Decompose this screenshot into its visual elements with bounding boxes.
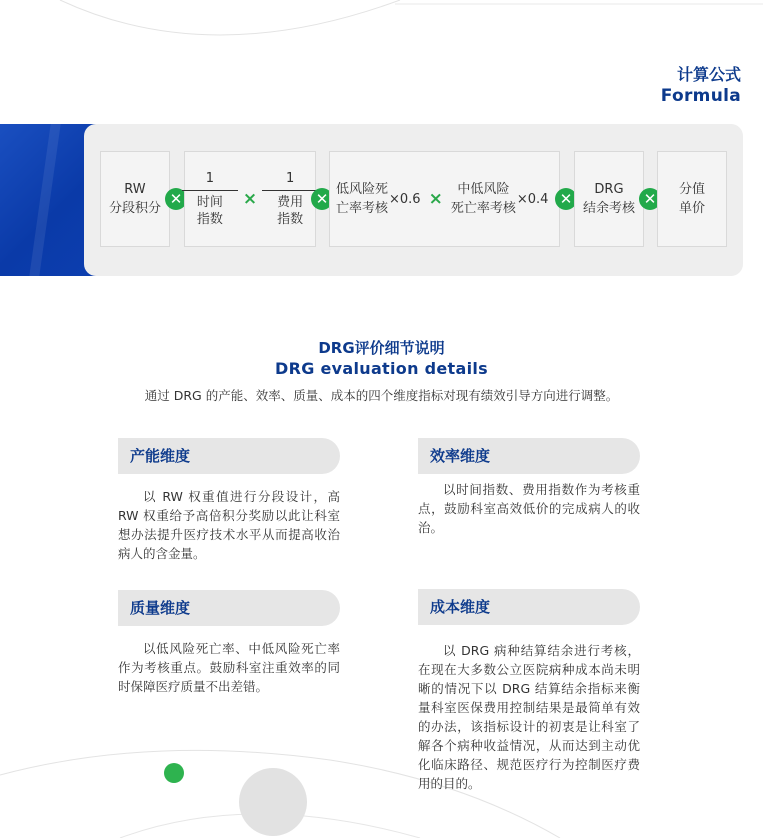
capacity-card-title: 产能维度 — [118, 438, 340, 474]
cost-index-fraction — [262, 170, 318, 228]
time-denominator: 时间 指数 — [196, 195, 223, 227]
rw-label: RW — [124, 182, 146, 197]
times-sign: × — [428, 188, 443, 209]
green-dot-decoration — [164, 763, 184, 783]
rw-sublabel: 分段积分 — [108, 201, 161, 216]
gray-circle-decoration — [239, 768, 307, 836]
low-risk-mortality: 低风险死 亡率考核 — [336, 182, 389, 216]
cost-card-title: 成本维度 — [418, 589, 640, 625]
cost-card-body: 以 DRG 病种结算结余进行考核，在现在大多数公立医院病种成本尚未明晰的情况下以 DRG 结算结余指标来衡量科室医保费用控制结果是最简单有效的办法，该指标设计的初衷是让科室了解各个病种收益情况，从而达到主动优化临床路径、规范医疗行为控制医疗费用的目的。 — [418, 643, 640, 791]
efficiency-card-body: 以时间指数、费用指数作为考核重点，鼓励科室高效低价的完成病人的收治。 — [418, 482, 640, 535]
cost-denominator: 费用 指数 — [277, 195, 304, 227]
mortality-box — [329, 151, 560, 247]
details-intro: 通过 DRG 的产能、效率、质量、成本的四个维度指标对现有绩效引导方向进行调整。 — [144, 388, 619, 403]
times-sign: × — [242, 188, 258, 209]
drg-balance-box: DRG 结余考核 — [574, 151, 644, 247]
cost-numerator: 1 — [285, 171, 295, 186]
multiply-circle-icon: ✕ — [555, 188, 577, 210]
index-box — [184, 151, 316, 247]
details-title-en: DRG evaluation details — [275, 359, 488, 378]
multiply-circle-icon: ✕ — [311, 188, 333, 210]
capacity-card-body: 以 RW 权重值进行分段设计，高 RW 权重给予高倍积分奖励以此让科室想办法提升医疗技术水平从而提高收治病人的含金量。 — [118, 489, 340, 561]
formula-title-cn: 计算公式 — [676, 65, 741, 84]
formula-heading — [661, 65, 741, 107]
multiply-circle-icon: ✕ — [165, 188, 187, 210]
formula-panel — [84, 124, 743, 276]
formula-title-en: Formula — [660, 86, 741, 106]
efficiency-card-title: 效率维度 — [418, 438, 640, 474]
factor-0-4: ×0.4 — [516, 191, 549, 207]
time-numerator: 1 — [205, 171, 215, 186]
quality-card-title: 质量维度 — [118, 590, 340, 626]
quality-card-body: 以低风险死亡率、中低风险死亡率作为考核重点。鼓励科室注重效率的同时保障医疗质量不出差错。 — [118, 641, 340, 694]
details-title-cn: DRG评价细节说明 — [318, 339, 445, 357]
rw-box — [100, 151, 170, 247]
multiply-circle-icon: ✕ — [639, 188, 661, 210]
factor-0-6: ×0.6 — [389, 191, 421, 207]
details-heading — [0, 338, 763, 379]
time-index-fraction — [182, 170, 238, 228]
mid-low-risk-mortality: 中低风险 死亡率考核 — [450, 182, 516, 216]
unit-price-box: 分值 单价 — [657, 151, 727, 247]
